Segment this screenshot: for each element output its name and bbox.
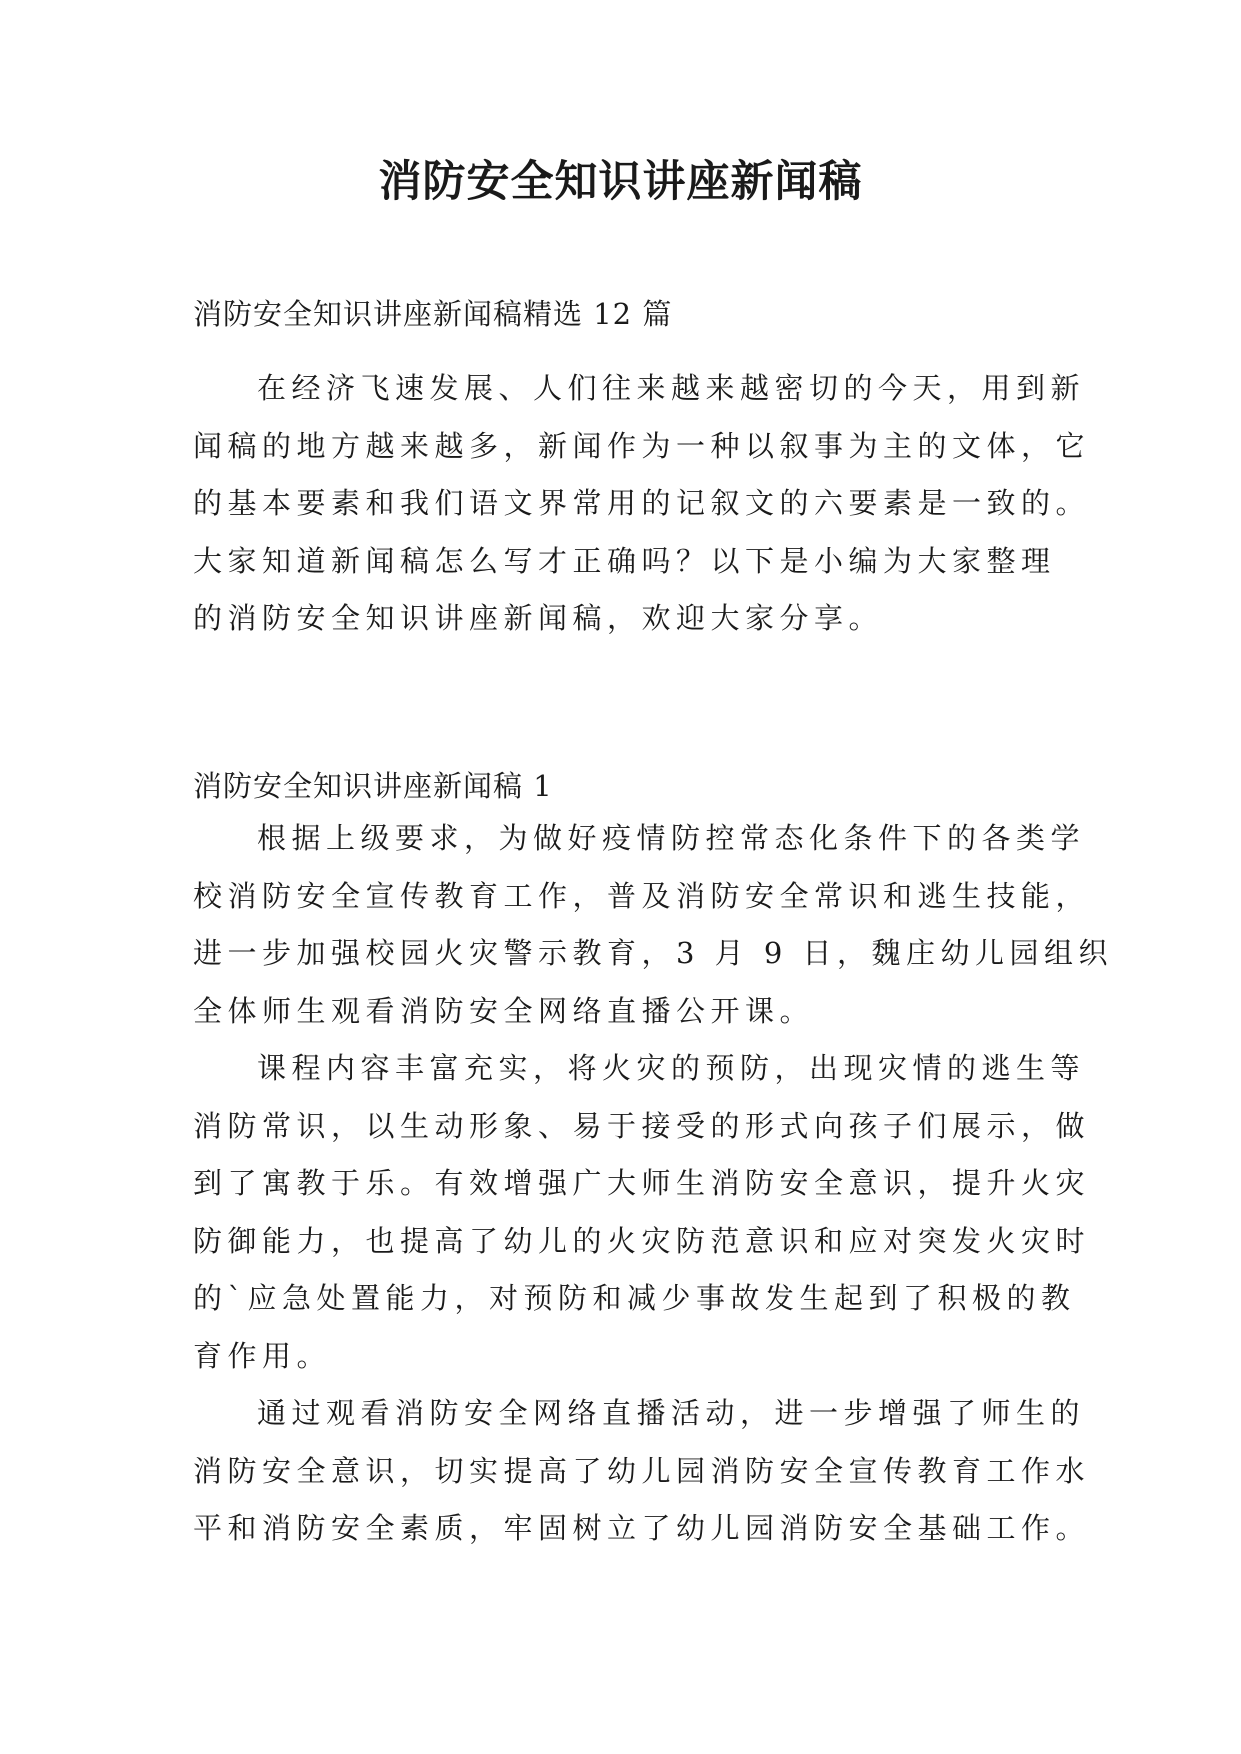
document-title: 消防安全知识讲座新闻稿: [378, 157, 863, 207]
text-line: 消防常识，以生动形象、易于接受的形式向孩子们展示，做: [193, 1108, 1091, 1143]
text-line: 的消防安全知识讲座新闻稿，欢迎大家分享。: [193, 601, 884, 635]
text-line: 进一步加强校园火灾警示教育，3 月 9 日，魏庄幼儿园组织: [193, 936, 1114, 970]
section-heading: 消防安全知识讲座新闻稿 1: [193, 769, 553, 803]
text-line: 防御能力，也提高了幼儿的火灾防范意识和应对突发火灾时: [193, 1223, 1091, 1258]
text-line: 的基本要素和我们语文界常用的记叙文的六要素是一致的。: [193, 486, 1091, 520]
text-line: 校消防安全宣传教育工作，普及消防安全常识和逃生技能，: [193, 878, 1091, 913]
text-line: 到了寓教于乐。有效增强广大师生消防安全意识，提升火灾: [193, 1166, 1091, 1200]
intro-paragraph: [193, 360, 1091, 648]
text-line: 全体师生观看消防安全网络直播公开课。: [193, 993, 815, 1028]
text-line: 课程内容丰富充实，将火灾的预防，出现灾情的逃生等: [257, 1051, 1086, 1085]
document-subtitle: 消防安全知识讲座新闻稿精选 12 篇: [193, 297, 673, 331]
text-line: 平和消防安全素质，牢固树立了幼儿园消防安全基础工作。: [193, 1511, 1091, 1545]
text-line: 根据上级要求，为做好疫情防控常态化条件下的各类学: [257, 821, 1086, 855]
text-line: 通过观看消防安全网络直播活动，进一步增强了师生的: [257, 1396, 1086, 1430]
text-line: 的`应急处置能力，对预防和减少事故发生起到了积极的教: [193, 1281, 1076, 1315]
text-line: 在经济飞速发展、人们往来越来越密切的今天，用到新: [257, 371, 1086, 405]
section-body: [193, 810, 1114, 1558]
text-line: 消防安全意识，切实提高了幼儿园消防安全宣传教育工作水: [193, 1453, 1091, 1488]
text-line: 育作用。: [193, 1338, 332, 1373]
text-line: 大家知道新闻稿怎么写才正确吗？以下是小编为大家整理: [193, 543, 1056, 578]
text-line: 闻稿的地方越来越多，新闻作为一种以叙事为主的文体，它: [193, 428, 1091, 463]
